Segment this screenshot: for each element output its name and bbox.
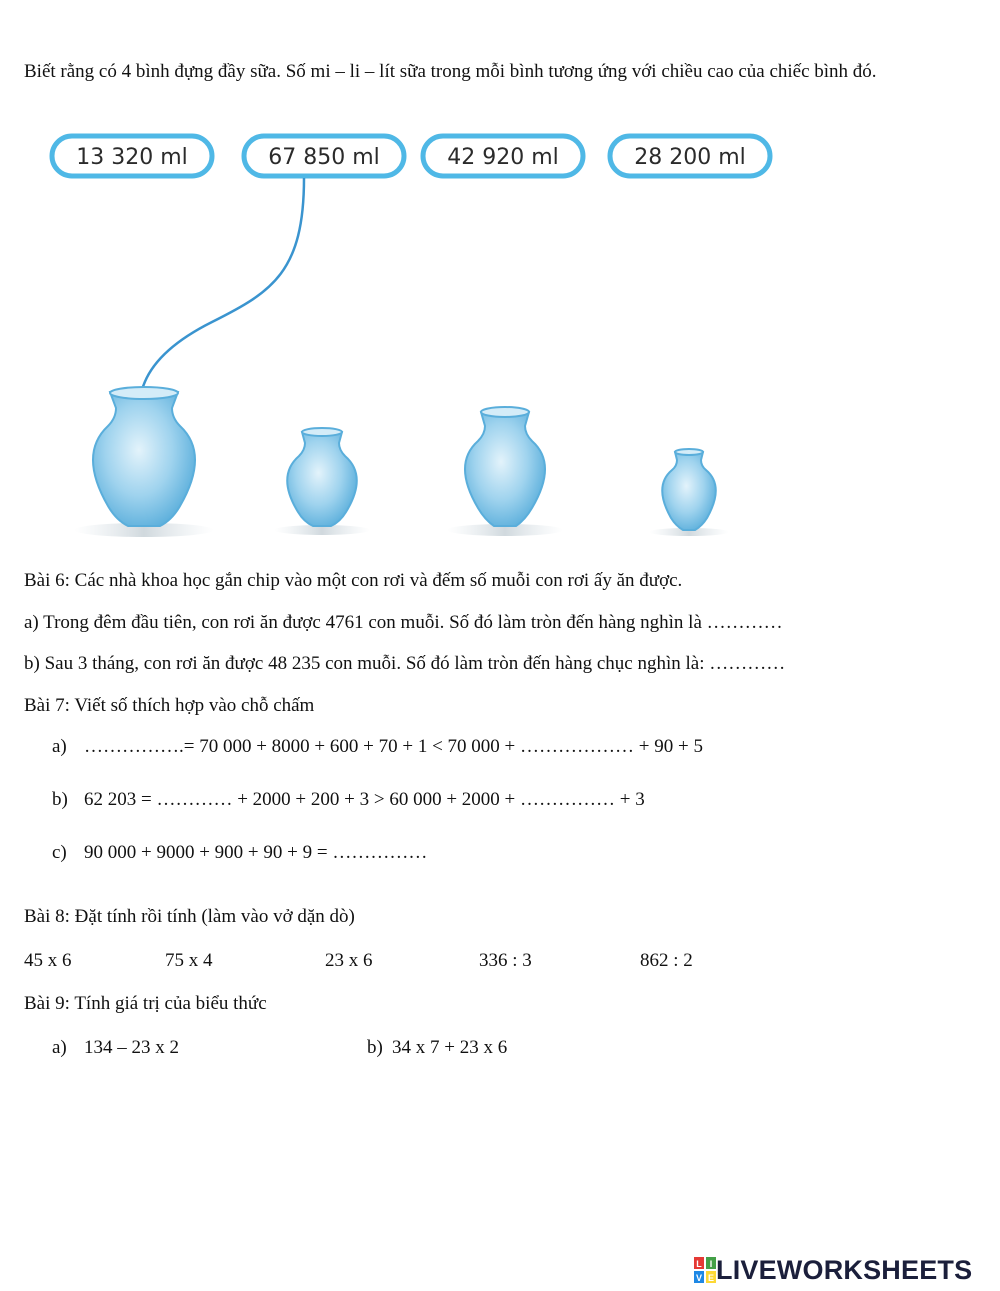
bai8-problem: 862 : 2 bbox=[640, 950, 693, 971]
label-text: 13 320 ml bbox=[76, 145, 188, 170]
vase-body bbox=[465, 409, 545, 526]
svg-text:L: L bbox=[696, 1259, 702, 1269]
vase-rim bbox=[110, 387, 178, 399]
bai7-title: Bài 7: Viết số thích hợp vào chỗ chấm bbox=[24, 695, 315, 716]
label-text: 28 200 ml bbox=[634, 145, 746, 170]
label-67850[interactable] bbox=[244, 136, 404, 176]
label-13320[interactable] bbox=[52, 136, 212, 176]
svg-text:V: V bbox=[695, 1273, 703, 1283]
intro-text: Biết rằng có 4 bình đựng đầy sữa. Số mi – li – lít sữa trong mỗi bình tương ứng với chiều cao của chiếc bình đó. bbox=[24, 61, 877, 82]
label-28200[interactable] bbox=[610, 136, 770, 176]
bai7-item-b-label: b) bbox=[52, 789, 68, 810]
vase-rim bbox=[675, 449, 703, 455]
bai8-problem: 23 x 6 bbox=[325, 950, 373, 971]
bai8-title: Bài 8: Đặt tính rồi tính (làm vào vở dặn dò) bbox=[24, 906, 355, 927]
bai8-problem: 336 : 3 bbox=[479, 950, 532, 971]
liveworksheets-logo-text: LIVEWORKSHEETS bbox=[716, 1254, 973, 1285]
liveworksheets-logo[interactable] bbox=[694, 1250, 972, 1290]
vase-3[interactable] bbox=[447, 407, 563, 536]
bai6-title: Bài 6: Các nhà khoa học gắn chip vào một con rơi và đếm số muỗi con rơi ấy ăn được. bbox=[24, 570, 683, 591]
bai6-question-b[interactable]: b) Sau 3 tháng, con rơi ăn được 48 235 con muỗi. Số đó làm tròn đến hàng chục nghìn là: ………… bbox=[24, 653, 786, 674]
connector-line[interactable] bbox=[142, 178, 304, 390]
svg-text:I: I bbox=[709, 1259, 713, 1269]
bai6-question-a[interactable]: a) Trong đêm đầu tiên, con rơi ăn được 4761 con muỗi. Số đó làm tròn đến hàng nghìn là ………… bbox=[24, 612, 783, 633]
vase-rim bbox=[302, 428, 342, 436]
bai7-item-c[interactable]: 90 000 + 9000 + 900 + 90 + 9 = …………… bbox=[84, 842, 428, 863]
bai7-item-c-label: c) bbox=[52, 842, 67, 863]
bai8-problem: 45 x 6 bbox=[24, 950, 72, 971]
svg-text:E: E bbox=[707, 1273, 715, 1283]
vase-illustration bbox=[22, 122, 788, 554]
liveworksheets-logo-icon bbox=[694, 1257, 716, 1283]
bai9-item-a: 134 – 23 x 2 bbox=[84, 1037, 179, 1058]
label-text: 42 920 ml bbox=[447, 145, 559, 170]
bai7-item-a-label: a) bbox=[52, 736, 67, 757]
vase-rim bbox=[481, 407, 529, 417]
vase-figure bbox=[22, 122, 788, 554]
bai7-item-a[interactable]: …………….= 70 000 + 8000 + 600 + 70 + 1 < 70 000 + ……………… + 90 + 5 bbox=[84, 736, 703, 757]
label-42920[interactable] bbox=[423, 136, 583, 176]
vase-1[interactable] bbox=[74, 387, 214, 537]
vase-4[interactable] bbox=[649, 449, 729, 536]
vase-body bbox=[287, 430, 357, 527]
vase-2[interactable] bbox=[274, 428, 370, 535]
label-text: 67 850 ml bbox=[268, 145, 380, 170]
bai9-item-b-label: b) bbox=[367, 1037, 383, 1058]
vase-body bbox=[662, 450, 716, 530]
vase-body bbox=[93, 388, 195, 526]
bai9-item-b: 34 x 7 + 23 x 6 bbox=[392, 1037, 508, 1058]
bai9-title: Bài 9: Tính giá trị của biểu thức bbox=[24, 993, 267, 1014]
bai7-item-b[interactable]: 62 203 = ………… + 2000 + 200 + 3 > 60 000 + 2000 + …………… + 3 bbox=[84, 789, 645, 810]
bai8-problem: 75 x 4 bbox=[165, 950, 213, 971]
bai9-item-a-label: a) bbox=[52, 1037, 67, 1058]
